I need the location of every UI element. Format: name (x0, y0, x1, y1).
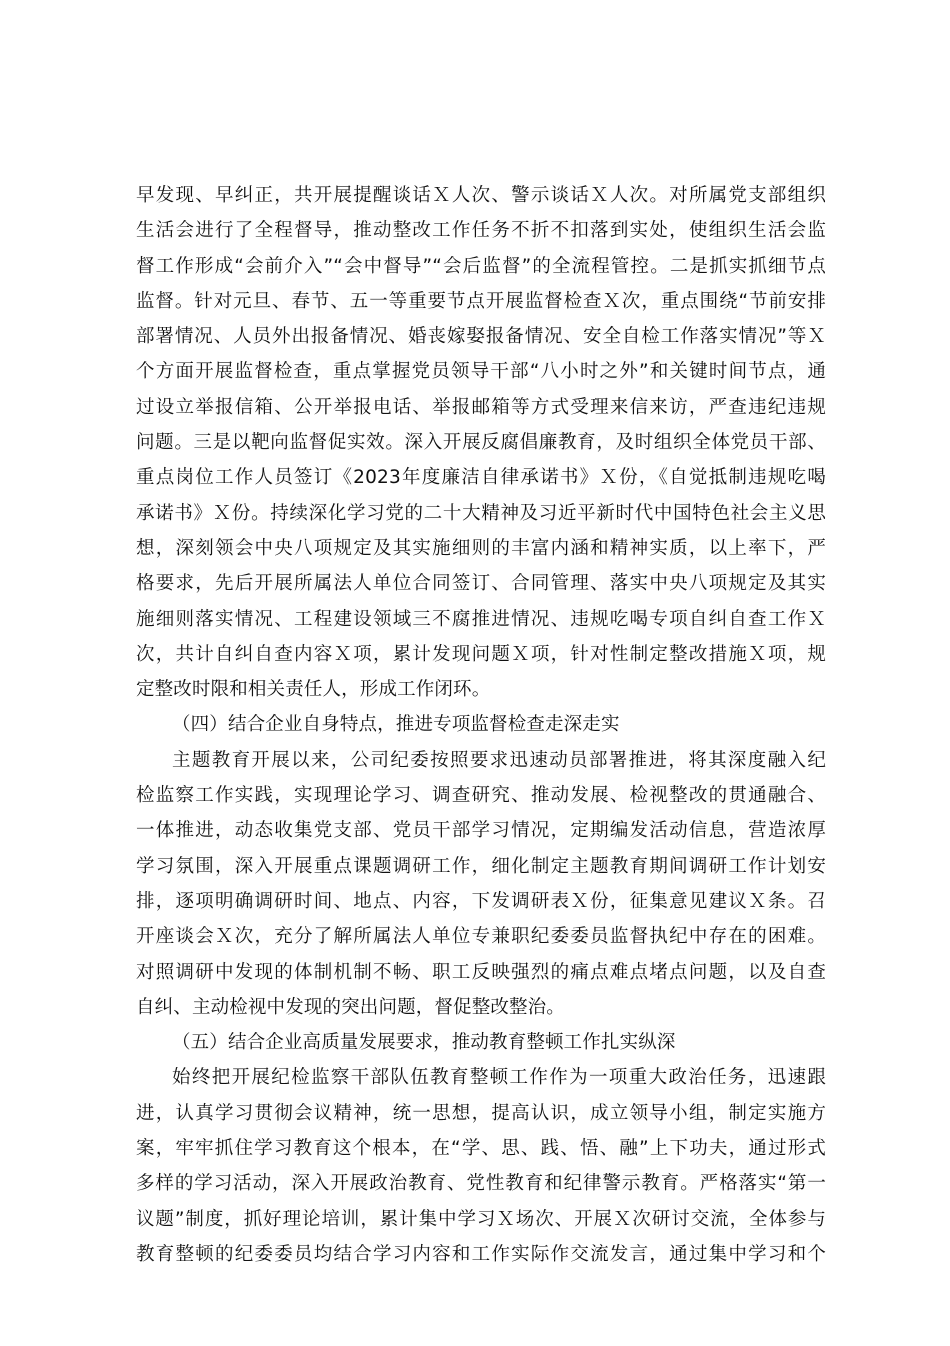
text-line: 监督。针对元旦、春节、五一等重要节点开展监督检查Ｘ次，重点围绕“节前安排 (136, 290, 826, 312)
text-line: 开座谈会Ｘ次，充分了解所属法人单位专兼职纪委委员监督执纪中存在的困难。 (136, 926, 826, 948)
text-line: 始终把开展纪检监察干部队伍教育整顿工作作为一项重大政治任务，迅速跟 (172, 1067, 826, 1089)
text-line: 教育整顿的纪委委员均结合学习内容和工作实际作交流发言，通过集中学习和个 (136, 1243, 826, 1265)
text-line: 案，牢牢抓住学习教育这个根本，在“学、思、践、悟、融”上下功夫，通过形式 (136, 1138, 826, 1160)
text-line: 格要求，先后开展所属法人单位合同签订、合同管理、落实中央八项规定及其实 (136, 573, 826, 595)
text-line: 一体推进，动态收集党支部、党员干部学习情况，定期编发活动信息，营造浓厚 (136, 820, 826, 842)
text-line: 个方面开展监督检查，重点掌握党员领导干部“八小时之外”和关键时间节点，通 (136, 361, 826, 383)
text-line: 次，共计自纠自查内容Ｘ项，累计发现问题Ｘ项，针对性制定整改措施Ｘ项，规 (136, 643, 826, 665)
text-line: 承诺书》Ｘ份。持续深化学习党的二十大精神及习近平新时代中国特色社会主义思 (136, 502, 826, 524)
text-line: 主题教育开展以来，公司纪委按照要求迅速动员部署推进，将其深度融入纪 (172, 749, 826, 771)
text-line: 定整改时限和相关责任人，形成工作闭环。 (136, 679, 491, 701)
document-body (136, 178, 826, 1272)
text-line: 早发现、早纠正，共开展提醒谈话Ｘ人次、警示谈话Ｘ人次。对所属党支部组织 (136, 185, 826, 206)
text-line: 自纠、主动检视中发现的突出问题，督促整改整治。 (136, 996, 565, 1018)
text-line: 过设立举报信箱、公开举报电话、举报邮箱等方式受理来信来访，严查违纪违规 (136, 396, 826, 418)
text-line: 问题。三是以靶向监督促实效。深入开展反腐倡廉教育，及时组织全体党员干部、 (136, 432, 826, 454)
text-line: 议题”制度，抓好理论培训，累计集中学习Ｘ场次、开展Ｘ次研讨交流，全体参与 (136, 1208, 826, 1230)
text-line: 部署情况、人员外出报备情况、婚丧嫁娶报备情况、安全自检工作落实情况”等Ｘ (136, 326, 826, 348)
text-line: 督工作形成“会前介入”“会中督导”“会后监督”的全流程管控。二是抓实抓细节点 (136, 255, 826, 277)
text-line: 多样的学习活动，深入开展政治教育、党性教育和纪律警示教育。严格落实“第一 (136, 1173, 826, 1195)
text-line: 想，深刻领会中央八项规定及其实施细则的丰富内涵和精神实质，以上率下，严 (136, 537, 826, 559)
text-line: 生活会进行了全程督导，推动整改工作任务不折不扣落到实处，使组织生活会监 (136, 220, 826, 242)
text-line: 对照调研中发现的体制机制不畅、职工反映强烈的痛点难点堵点问题，以及自查 (136, 961, 826, 983)
text-line: 排，逐项明确调研时间、地点、内容，下发调研表Ｘ份，征集意见建议Ｘ条。召 (136, 890, 826, 912)
text-line: （五）结合企业高质量发展要求，推动教育整顿工作扎实纵深 (172, 1032, 676, 1054)
text-line: 检监察工作实践，实现理论学习、调查研究、推动发展、检视整改的贯通融合、 (136, 785, 826, 807)
text-line: 进，认真学习贯彻会议精神，统一思想，提高认识，成立领导小组，制定实施方 (136, 1102, 826, 1124)
text-line: （四）结合企业自身特点，推进专项监督检查走深走实 (172, 714, 620, 736)
text-line: 学习氛围，深入开展重点课题调研工作，细化制定主题教育期间调研工作计划安 (136, 855, 826, 877)
text-line: 施细则落实情况、工程建设领域三不腐推进情况、违规吃喝专项自纠自查工作Ｘ (136, 608, 826, 630)
text-line: 重点岗位工作人员签订《2023年度廉洁自律承诺书》Ｘ份，《自觉抵制违规吃喝 (136, 467, 826, 489)
